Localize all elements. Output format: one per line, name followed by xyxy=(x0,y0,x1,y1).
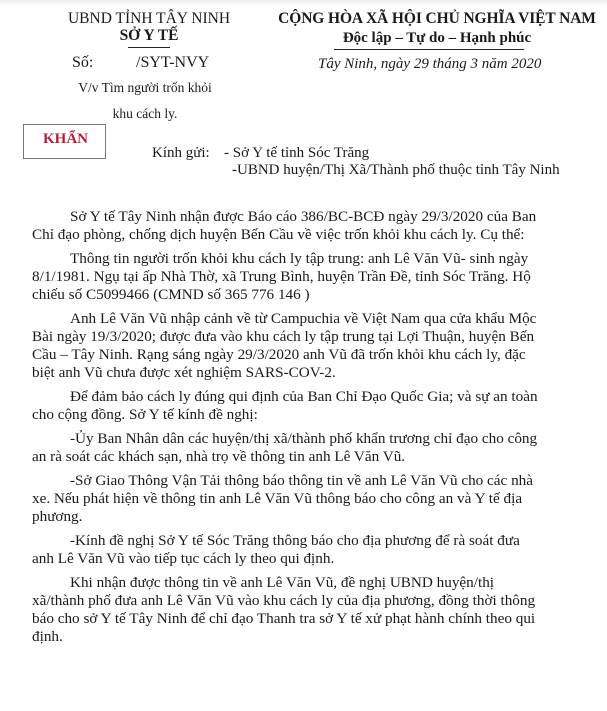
body-line: chiếu số C5099466 (CMND số 365 776 146 ) xyxy=(32,286,310,303)
body-line: anh Lê Văn Vũ vào tiếp tục cách ly theo qui định. xyxy=(32,550,335,567)
body-line: Cầu – Tây Ninh. Rạng sáng ngày 29/3/2020 anh Vũ đã trốn khỏi khu cách ly, đặc xyxy=(32,346,526,363)
recipient-item: -UBND huyện/Thị Xã/Thành phố thuộc tỉnh Tây Ninh xyxy=(232,162,560,178)
department-underline xyxy=(128,47,170,48)
urgent-stamp-label: KHẨN xyxy=(43,131,88,147)
body-line: Khi nhận được thông tin về anh Lê Văn Vũ, đề nghị UBND huyện/thị xyxy=(70,574,495,591)
subject-line-2: khu cách ly. xyxy=(112,106,178,121)
body-line: xe. Nếu phát hiện về thông tin anh Lê Văn Vũ thông báo cho công an và Y tế địa xyxy=(32,490,523,507)
urgent-stamp xyxy=(23,124,106,159)
body-line: -Kính đề nghị Sở Y tế Sóc Trăng thông báo cho địa phương để rà soát đưa xyxy=(70,532,520,549)
body-line: phương. xyxy=(32,508,83,525)
document-number-label: Số: xyxy=(72,54,94,71)
subject-line-1: V/v Tìm người trốn khỏi xyxy=(78,80,212,95)
body-line: Để đảm bảo cách ly đúng qui định của Ban Chỉ Đạo Quốc Gia; và sự an toàn xyxy=(70,388,538,405)
body-line: báo cho sở Y tế Tây Ninh để chỉ đạo Thanh tra sở Y tế xử phạt hành chính theo qui xyxy=(32,610,536,627)
issuing-agency: UBND TỈNH TÂY NINH xyxy=(67,10,231,27)
body-line: -Sở Giao Thông Vận Tải thông báo thông tin về anh Lê Văn Vũ cho các nhà xyxy=(70,472,534,489)
issuing-department: SỞ Y TẾ xyxy=(119,27,179,44)
body-line: Chỉ đạo phòng, chống dịch huyện Bến Cầu về việc trốn khỏi khu cách ly. Cụ thể: xyxy=(32,226,525,243)
document-number-value: /SYT-NVY xyxy=(136,54,210,71)
motto-underline xyxy=(334,49,524,50)
place-date: Tây Ninh, ngày 29 tháng 3 năm 2020 xyxy=(318,56,542,72)
body-line: cho cộng đồng. Sở Y tế kính đề nghị: xyxy=(32,406,258,423)
body-line: Sở Y tế Tây Ninh nhận được Báo cáo 386/BC-BCĐ ngày 29/3/2020 của Ban xyxy=(70,208,537,225)
body-line: -Ủy Ban Nhân dân các huyện/thị xã/thành phố khẩn trương chỉ đạo cho công xyxy=(70,430,538,447)
body-line: Thông tin người trốn khỏi khu cách ly tập trung: anh Lê Văn Vũ- sinh ngày xyxy=(70,250,529,267)
national-title: CỘNG HÒA XÃ HỘI CHỦ NGHĨA VIỆT NAM xyxy=(278,10,596,27)
body-line: an rà soát các khách sạn, nhà trọ về thông tin anh Lê Văn Vũ. xyxy=(32,448,406,465)
body-line: Bài ngày 19/3/2020; được đưa vào khu cách ly tập trung tại Lợi Thuận, huyện Bến xyxy=(32,328,535,345)
body-line: định. xyxy=(32,628,63,645)
body-line: Anh Lê Văn Vũ nhập cảnh về từ Campuchia về Việt Nam qua cửa khẩu Mộc xyxy=(70,310,537,327)
top-edge-shadow xyxy=(0,0,607,6)
national-motto: Độc lập – Tự do – Hạnh phúc xyxy=(342,30,532,46)
body-line: 8/1/1981. Ngụ tại ấp Nhà Thờ, xã Trung Bình, huyện Trần Đề, tỉnh Sóc Trăng. Hộ xyxy=(32,268,531,285)
recipients-label: Kính gửi: xyxy=(152,145,210,161)
body-line: xã/thành phố đưa anh Lê Văn Vũ vào khu cách ly của địa phương, đồng thời thông xyxy=(32,592,536,609)
recipient-item: - Sở Y tế tỉnh Sóc Trăng xyxy=(224,145,370,161)
body-line: biệt anh Vũ chưa được xét nghiệm SARS-COV-2. xyxy=(32,364,336,381)
